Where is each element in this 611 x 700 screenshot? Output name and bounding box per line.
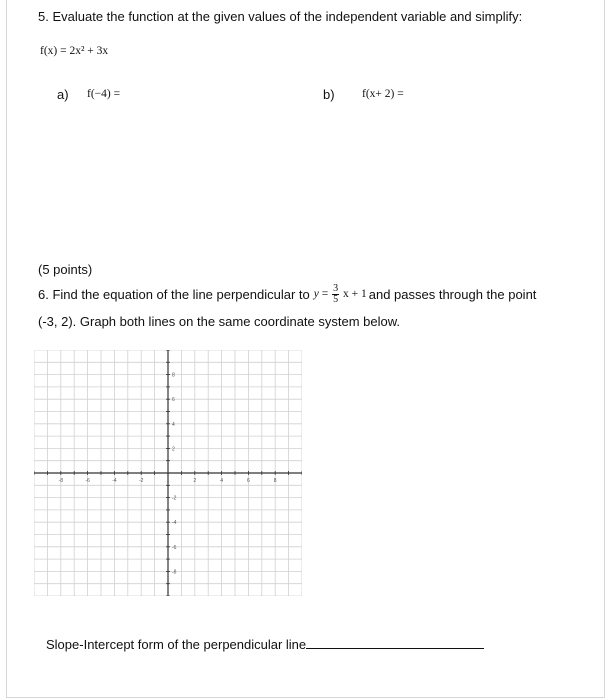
equation-equals: = — [321, 288, 329, 301]
x-tick-label: -6 — [85, 478, 90, 484]
question-6-prompt-start: 6. Find the equation of the line perpendicular to — [38, 287, 310, 302]
question-6-prompt-line2: (-3, 2). Graph both lines on the same coordinate system below. — [38, 314, 401, 329]
part-b-expression: f(x+ 2) = — [362, 88, 404, 100]
y-tick-label: -4 — [172, 520, 177, 527]
y-tick-label: 4 — [172, 421, 175, 428]
equation-y: y — [313, 288, 319, 301]
question-6-prompt-end: and passes through the point — [368, 287, 537, 302]
y-tick-label: 6 — [172, 397, 175, 404]
function-definition: f(x) = 2x² + 3x — [40, 45, 109, 57]
points-label: (5 points) — [38, 262, 93, 277]
part-a-label: a) — [57, 87, 69, 102]
part-b-label: b) — [323, 87, 335, 102]
x-tick-label: 4 — [220, 478, 223, 484]
y-tick-label: -8 — [172, 569, 177, 576]
y-tick-label: -2 — [172, 495, 177, 502]
slope-numerator: 3 — [333, 283, 339, 294]
y-tick-label: 8 — [172, 372, 175, 379]
x-tick-label: -8 — [58, 478, 64, 484]
slope-denominator: 5 — [333, 294, 339, 305]
x-tick-label: -4 — [112, 478, 117, 484]
answer-label: Slope-Intercept form of the perpendicular line — [46, 637, 307, 652]
question-6-line1 — [38, 284, 536, 305]
x-tick-label: 2 — [193, 478, 197, 484]
y-axis-ticks — [172, 373, 177, 576]
x-tick-label: 6 — [247, 478, 250, 484]
x-tick-label: -2 — [138, 478, 144, 484]
slope-fraction — [332, 284, 339, 305]
y-tick-label: 2 — [172, 446, 175, 453]
coordinate-grid[interactable] — [34, 350, 302, 596]
x-tick-label: 8 — [273, 478, 277, 484]
question-5-prompt: 5. Evaluate the function at the given values of the independent variable and simplify: — [38, 9, 523, 24]
equation-rest: x + 1 — [342, 288, 367, 301]
answer-blank[interactable] — [306, 636, 484, 649]
perpendicular-equation — [314, 284, 367, 305]
answer-line — [46, 636, 484, 652]
part-a-expression: f(−4) = — [87, 88, 121, 100]
y-tick-label: -6 — [172, 544, 177, 551]
